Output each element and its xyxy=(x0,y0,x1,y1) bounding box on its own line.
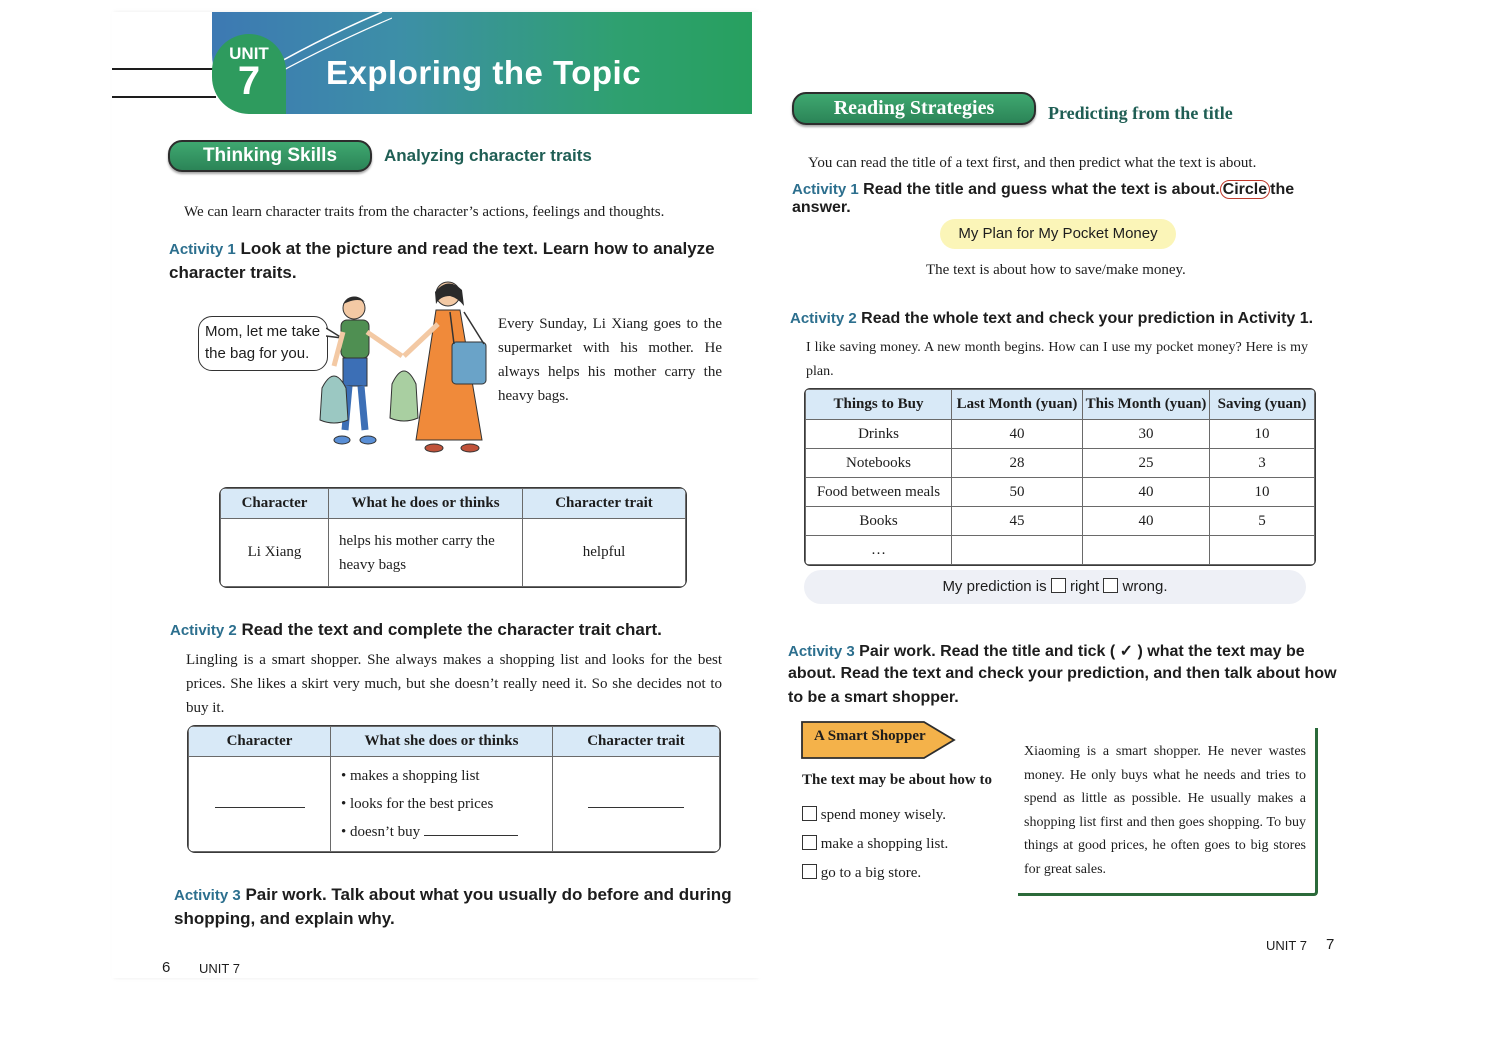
money-cell: Notebooks xyxy=(806,449,952,478)
prediction-bar xyxy=(804,570,1306,604)
money-cell xyxy=(952,536,1083,565)
left-page xyxy=(112,12,756,978)
r-activity3-line2: about. Read the text and check your prediction, and then talk about how xyxy=(788,665,1337,682)
money-row xyxy=(806,536,1315,565)
plan-title-box: My Plan for My Pocket Money xyxy=(940,219,1176,249)
reading-strategies-pill: Reading Strategies xyxy=(792,92,1036,125)
prediction-wrong-checkbox[interactable] xyxy=(1103,578,1118,593)
unit-badge xyxy=(212,34,286,114)
money-cell: 50 xyxy=(952,478,1083,507)
table2-header-trait: Character trait xyxy=(553,727,720,757)
unit-title: Exploring the Topic xyxy=(326,54,642,91)
table2-trait-blank[interactable] xyxy=(553,757,720,852)
r-activity3-line1b: ) what the text may be xyxy=(1137,643,1305,660)
table2-character-blank[interactable] xyxy=(189,757,331,852)
doesnt-buy-blank[interactable] xyxy=(424,835,518,836)
may-be-about: The text may be about how to xyxy=(802,772,992,788)
table1-cell-action: helps his mother carry the heavy bags xyxy=(329,519,523,587)
guess-line: The text is about how to save/make money. xyxy=(926,262,1186,278)
activity3-heading xyxy=(174,885,732,905)
activity3-text-line2: shopping, and explain why. xyxy=(174,909,395,928)
activity2-heading xyxy=(170,620,662,640)
table1-cell-trait: helpful xyxy=(523,519,686,587)
footer-unit-left: UNIT 7 xyxy=(199,961,240,976)
activity2-text: Read the text and complete the character trait chart. xyxy=(241,620,662,639)
activity3-tag: Activity 3 xyxy=(174,887,241,904)
money-cell: … xyxy=(806,536,952,565)
page-number-left: 6 xyxy=(162,959,171,976)
table2-bullet-2: • looks for the best prices xyxy=(341,796,494,812)
table2-header-action: What she does or thinks xyxy=(331,727,553,757)
r-activity1-text: Read the title and guess what the text is about. xyxy=(863,181,1220,198)
tick-icon: ✓ xyxy=(1119,643,1134,660)
money-cell: 10 xyxy=(1210,478,1315,507)
decor-line-top xyxy=(112,68,216,70)
unit-label: UNIT xyxy=(229,44,269,63)
money-header-saving: Saving (yuan) xyxy=(1210,390,1315,420)
money-header-last: Last Month (yuan) xyxy=(952,390,1083,420)
r-activity1-tag: Activity 1 xyxy=(792,181,859,198)
saving-text: I like saving money. A new month begins. How can I use my pocket money? Here is my plan. xyxy=(806,340,1308,379)
option-1-label: spend money wisely. xyxy=(820,807,947,823)
activity1-heading xyxy=(169,239,749,259)
character-table-1 xyxy=(219,487,687,588)
r-activity3-heading xyxy=(788,641,1305,661)
shopping-illustration xyxy=(308,280,508,462)
money-cell xyxy=(1083,536,1210,565)
strategies-subtitle: Predicting from the title xyxy=(1048,103,1233,123)
activity2-tag: Activity 2 xyxy=(170,622,237,639)
arrow-title: A Smart Shopper xyxy=(814,728,926,744)
page-number-right: 7 xyxy=(1326,936,1335,953)
money-cell: 3 xyxy=(1210,449,1315,478)
money-cell: Drinks xyxy=(806,420,952,449)
money-cell: 40 xyxy=(1083,507,1210,536)
r-activity1-text-after: the answer. xyxy=(792,181,1295,216)
r-activity3-line3: to be a smart shopper. xyxy=(788,689,959,706)
prediction-wrong-label: wrong. xyxy=(1122,578,1168,595)
table1-cell-character: Li Xiang xyxy=(221,519,329,587)
option-3-checkbox[interactable] xyxy=(802,864,817,879)
skills-subtitle: Analyzing character traits xyxy=(384,146,592,165)
prediction-right-label: right xyxy=(1069,578,1100,595)
money-cell: 5 xyxy=(1210,507,1315,536)
money-cell: Books xyxy=(806,507,952,536)
r-activity2-heading xyxy=(790,310,1313,328)
table2-bullet-cell xyxy=(331,757,553,852)
r-activity1-heading xyxy=(792,181,1356,217)
option-3 xyxy=(802,864,921,882)
table2-bullet-3-row xyxy=(341,818,542,846)
r-activity2-text: Read the whole text and check your prediction in Activity 1. xyxy=(861,310,1314,327)
circle-word: Circle xyxy=(1220,180,1270,199)
money-row xyxy=(806,507,1315,536)
option-2-label: make a shopping list. xyxy=(820,836,949,852)
activity1-text-line2: character traits. xyxy=(169,263,297,282)
r-activity2-tag: Activity 2 xyxy=(790,310,857,327)
money-row xyxy=(806,478,1315,507)
money-table xyxy=(804,388,1316,566)
money-cell: 10 xyxy=(1210,420,1315,449)
table1-header-trait: Character trait xyxy=(523,489,686,519)
table2-header-character: Character xyxy=(189,727,331,757)
money-cell: 40 xyxy=(1083,478,1210,507)
option-1-checkbox[interactable] xyxy=(802,806,817,821)
unit-number: 7 xyxy=(237,59,261,103)
r-activity3-tag: Activity 3 xyxy=(788,643,855,660)
right-page xyxy=(756,12,1356,978)
table1-header-character: Character xyxy=(221,489,329,519)
prediction-prefix: My prediction is xyxy=(942,578,1047,595)
table2-bullet-1: • makes a shopping list xyxy=(341,768,480,784)
money-header-things: Things to Buy xyxy=(806,390,952,420)
table1-header-action: What he does or thinks xyxy=(329,489,523,519)
money-header-this: This Month (yuan) xyxy=(1083,390,1210,420)
option-1 xyxy=(802,806,946,824)
table2-bullet-3: • doesn’t buy xyxy=(341,824,421,840)
option-2 xyxy=(802,835,948,853)
prediction-right-checkbox[interactable] xyxy=(1051,578,1066,593)
activity1-tag: Activity 1 xyxy=(169,241,236,258)
intro-text: We can learn character traits from the character’s actions, feelings and thoughts. xyxy=(184,204,665,220)
money-row xyxy=(806,449,1315,478)
option-2-checkbox[interactable] xyxy=(802,835,817,850)
money-cell: 28 xyxy=(952,449,1083,478)
r-activity3-line1a: Pair work. Read the title and tick ( xyxy=(859,643,1116,660)
money-cell: 25 xyxy=(1083,449,1210,478)
money-row xyxy=(806,420,1315,449)
money-cell: 40 xyxy=(952,420,1083,449)
option-3-label: go to a big store. xyxy=(820,865,922,881)
activity3-text: Pair work. Talk about what you usually do before and during xyxy=(245,885,732,904)
money-cell: 30 xyxy=(1083,420,1210,449)
character-table-2 xyxy=(187,725,721,853)
money-cell xyxy=(1210,536,1315,565)
money-cell: Food between meals xyxy=(806,478,952,507)
footer-unit-right: UNIT 7 xyxy=(1266,938,1307,953)
li-xiang-story: Every Sunday, Li Xiang goes to the supermarket with his mother. He always helps his mother carry the heavy bags. xyxy=(498,316,722,404)
strategies-intro: You can read the title of a text first, and then predict what the text is about. xyxy=(808,155,1257,171)
xiaoming-text: Xiaoming is a smart shopper. He never wastes money. He only buys what he needs and tries to spend as little as possible. He usually makes a shopping list first and then goes shopping. To buy things at good prices, he often goes to big stores for great sales. xyxy=(1024,744,1306,877)
lingling-text: Lingling is a smart shopper. She always makes a shopping list and looks for the best prices. She likes a skirt very much, but she doesn’t really need it. So she decides not to buy it. xyxy=(186,652,722,716)
thinking-skills-pill: Thinking Skills xyxy=(168,140,372,172)
decor-line-bottom xyxy=(112,96,216,98)
speech-bubble: Mom, let me take the bag for you. xyxy=(198,316,328,371)
activity1-text: Look at the picture and read the text. Learn how to analyze xyxy=(240,239,715,258)
money-cell: 45 xyxy=(952,507,1083,536)
